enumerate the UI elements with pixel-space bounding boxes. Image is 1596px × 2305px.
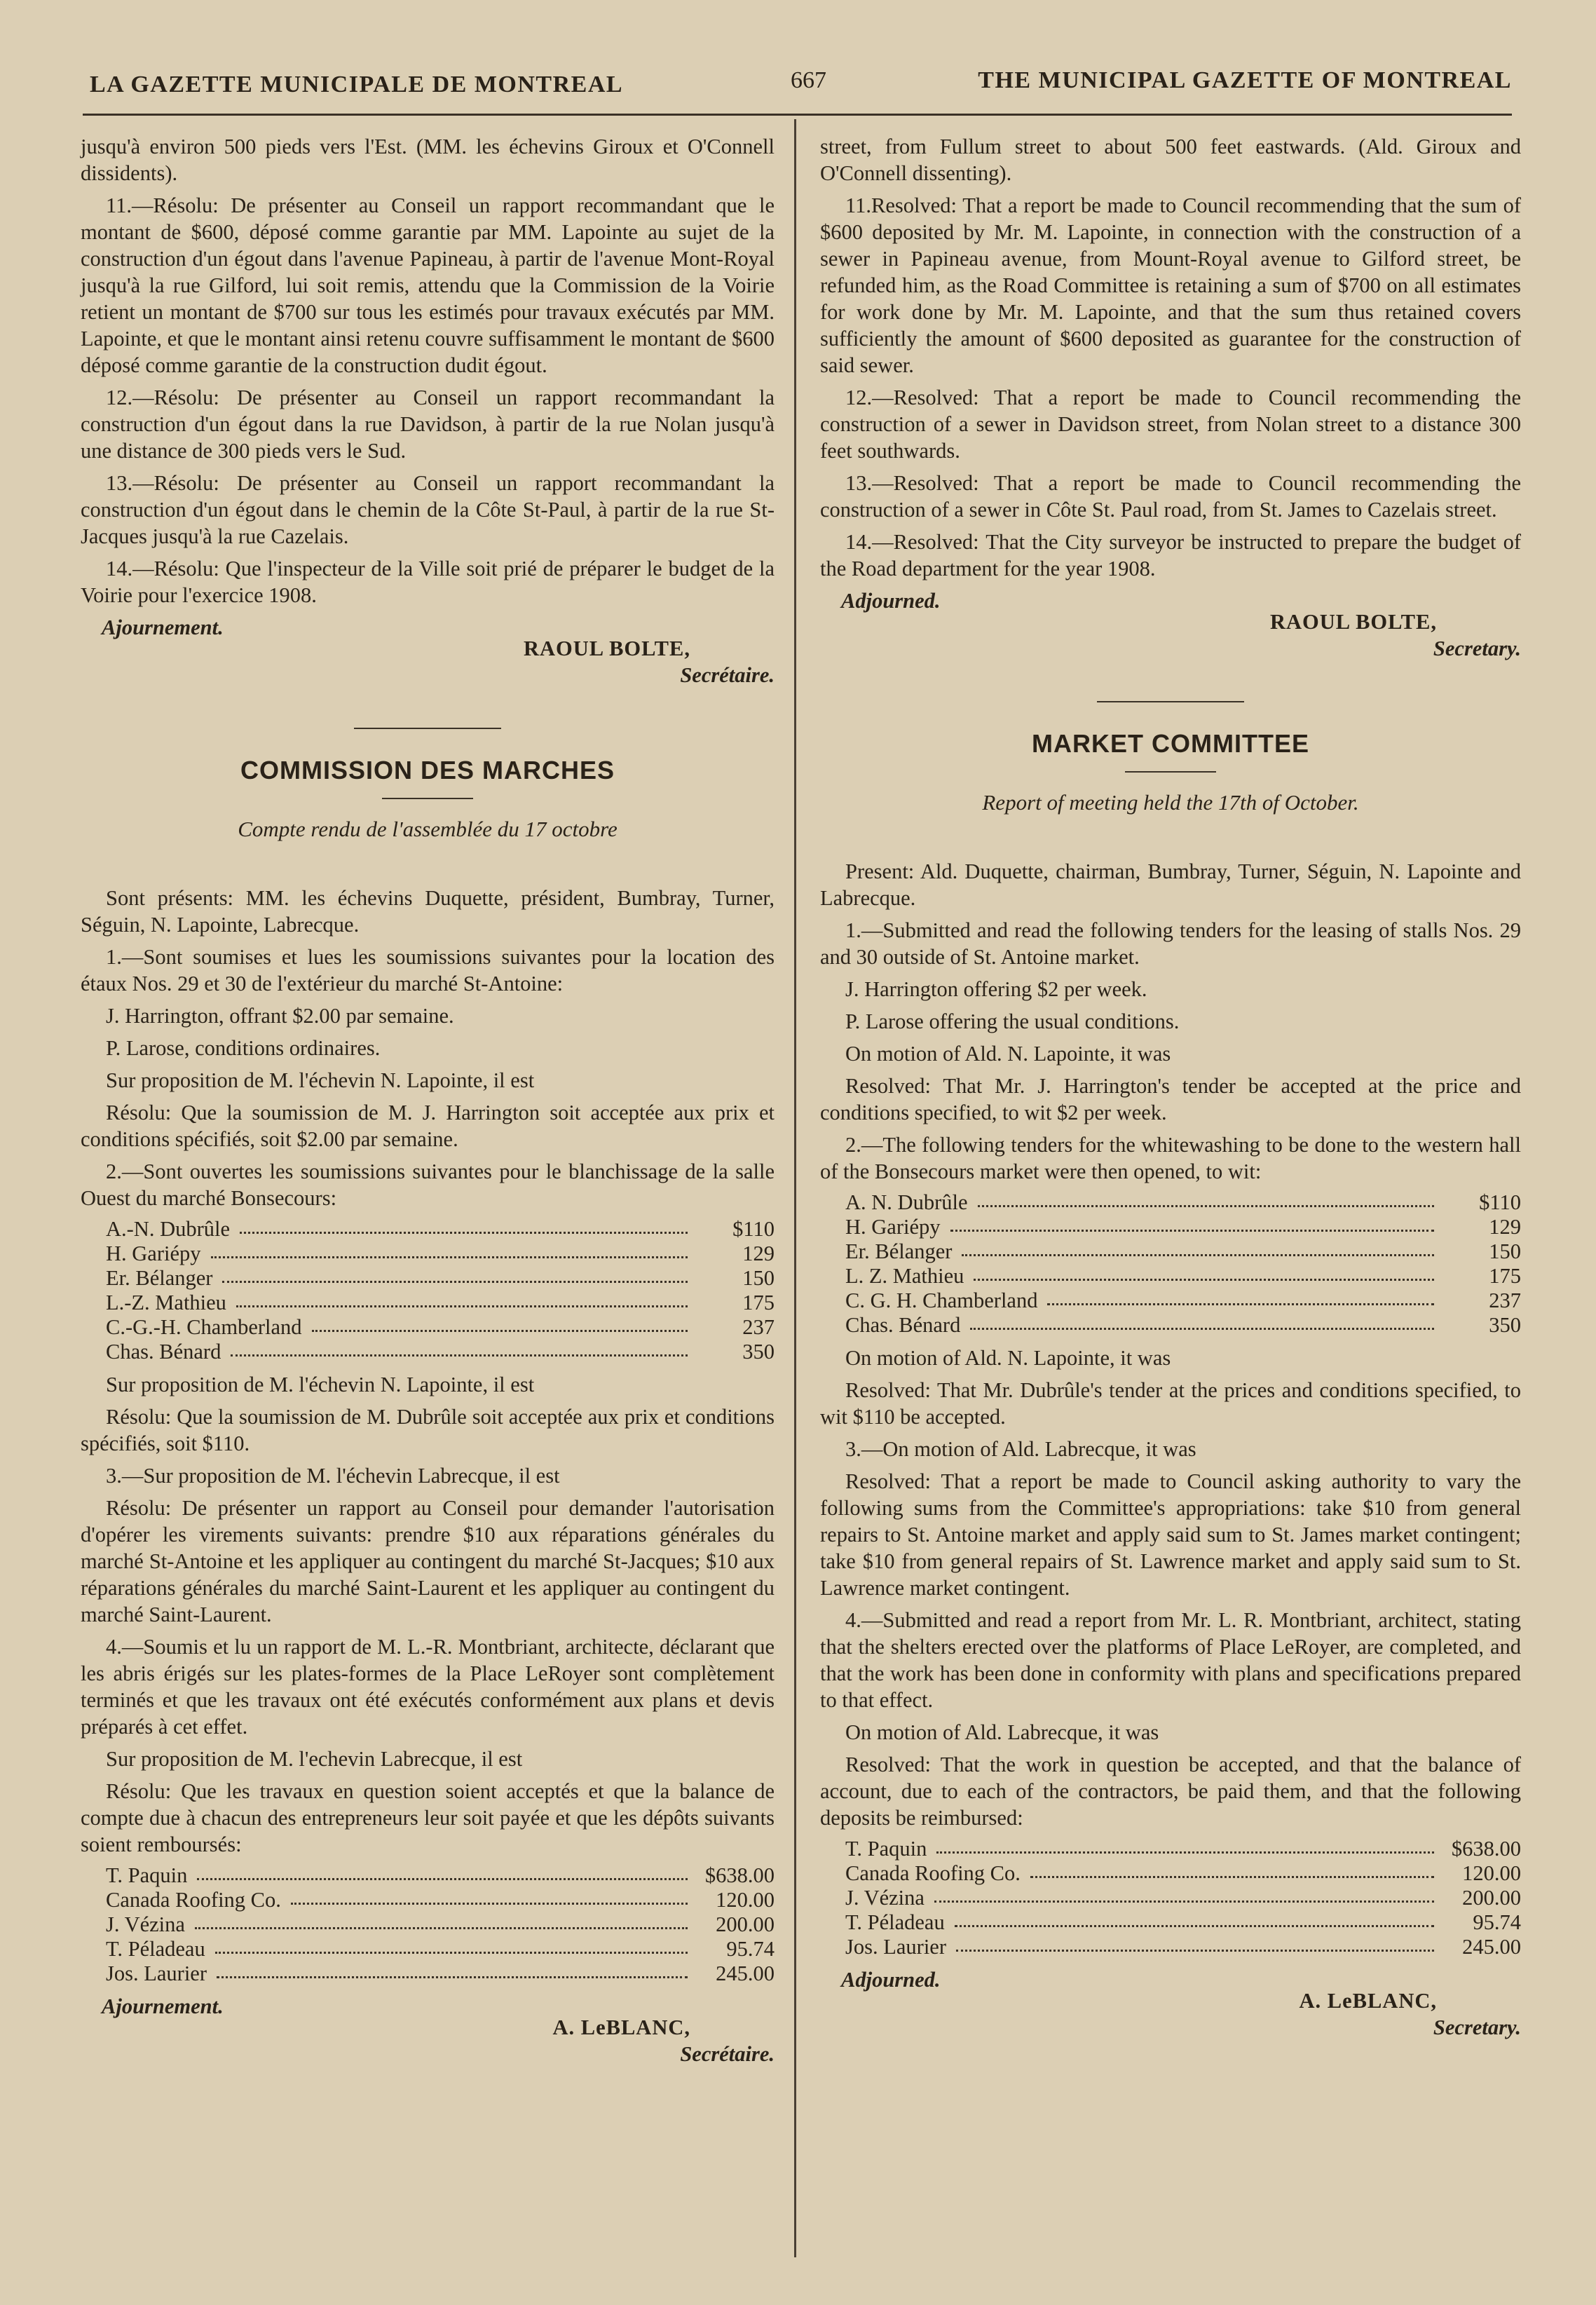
paragraph: On motion of Ald. Labrecque, it was: [845, 1720, 1159, 1744]
deposit-name: Canada Roofing Co.: [106, 1888, 281, 1912]
section-title: COMMISSION DES MARCHES: [240, 756, 615, 784]
page-number: 667: [791, 67, 826, 93]
signatory-name: A. LeBLANC,: [552, 2015, 690, 2039]
tender-row: [81, 1242, 775, 1266]
tender-amount: 237: [1489, 1289, 1521, 1312]
tender-name: L.-Z. Mathieu: [106, 1291, 226, 1314]
tender-row: [820, 1264, 1521, 1289]
deposit-amount: 120.00: [1462, 1861, 1521, 1885]
tender-name: Er. Bélanger: [106, 1266, 213, 1290]
paragraph: 3.—On motion of Ald. Labrecque, it was: [845, 1437, 1196, 1461]
tender-row: [81, 1340, 775, 1364]
tender-amount: 150: [1489, 1239, 1521, 1263]
deposit-list: [81, 1863, 775, 1986]
header-title-english: THE MUNICIPAL GAZETTE OF MONTREAL: [978, 67, 1512, 93]
paragraph: J. Harrington, offrant $2.00 par semaine.: [106, 1004, 454, 1028]
paragraph: 1.—Sont soumises et lues les soumissions suivantes pour la location des étaux Nos. 29 et 30 de l'extérieur du marché St-Antoine:: [81, 945, 775, 995]
paragraph: 1.—Submitted and read the following tenders for the leasing of stalls Nos. 29 and 30 outside of St. Antoine market.: [820, 918, 1521, 969]
header-title-french: LA GAZETTE MUNICIPALE DE MONTREAL: [90, 72, 624, 97]
tender-amount: 175: [1489, 1264, 1521, 1288]
tender-name: A.-N. Dubrûle: [106, 1217, 231, 1241]
tender-amount: 150: [742, 1266, 775, 1290]
deposit-name: Canada Roofing Co.: [845, 1861, 1021, 1885]
english-column: [820, 133, 1521, 2039]
tender-name: A. N. Dubrûle: [845, 1190, 968, 1214]
signatory-role: Secrétaire.: [680, 2042, 775, 2066]
tender-row: [81, 1266, 775, 1291]
signatory-name: RAOUL BOLTE,: [1269, 610, 1437, 634]
paragraph: 3.—Sur proposition de M. l'échevin Labrecque, il est: [106, 1464, 560, 1488]
section-divider: [1097, 701, 1244, 702]
signature-block: [820, 1966, 1521, 2039]
paragraph: Resolved: That the work in question be accepted, and that the balance of account, due to each of the contractors, be paid them, and that the following deposits be reimbursed:: [820, 1753, 1521, 1830]
deposit-name: T. Péladeau: [845, 1910, 945, 1934]
deposit-row: [820, 1886, 1521, 1910]
paragraph: Sur proposition de M. l'echevin Labrecque, il est: [106, 1747, 523, 1771]
paragraph: 14.—Resolved: That the City surveyor be instructed to prepare the budget of the Road department for the year 1908.: [820, 530, 1521, 580]
paragraph: 12.—Résolu: De présenter au Conseil un rapport recommandant la construction d'un égout dans la rue Davidson, à partir de la rue Nolan jusqu'à une distance de 300 pieds vers le Sud.: [81, 386, 775, 463]
paragraph: On motion of Ald. N. Lapointe, it was: [845, 1042, 1171, 1066]
page-header: [83, 64, 1512, 116]
signatory-role: Secretary.: [1433, 2015, 1521, 2039]
deposit-row: [81, 1912, 775, 1937]
deposit-row: [820, 1910, 1521, 1935]
deposit-amount: 200.00: [1462, 1886, 1521, 1910]
tender-row: [820, 1289, 1521, 1313]
paragraph: Résolu: Que la soumission de M. J. Harrington soit acceptée aux prix et conditions spécifiés, soit $2.00 par semaine.: [81, 1101, 775, 1151]
section-subtitle: Report of meeting held the 17th of October.: [982, 790, 1359, 815]
signatory-name: RAOUL BOLTE,: [523, 637, 690, 660]
adjournment-note: Ajournement.: [102, 616, 224, 639]
deposit-amount: $638.00: [704, 1863, 775, 1887]
french-column: [81, 133, 775, 2066]
paragraph: Résolu: Que la soumission de M. Dubrûle soit acceptée aux prix et conditions spécifiés, soit $110.: [81, 1405, 775, 1455]
tender-name: Er. Bélanger: [845, 1239, 953, 1263]
signature-block: [81, 1993, 775, 2066]
deposit-row: [81, 1961, 775, 1986]
paragraph: Resolved: That Mr. J. Harrington's tender be accepted at the price and conditions specified, to wit $2 per week.: [820, 1074, 1521, 1124]
tender-name: C. G. H. Chamberland: [845, 1289, 1038, 1312]
tender-name: H. Gariépy: [845, 1215, 941, 1239]
tender-amount: 237: [742, 1315, 775, 1339]
tender-name: H. Gariépy: [106, 1242, 201, 1265]
paragraph: J. Harrington offering $2 per week.: [845, 977, 1147, 1001]
adjournment-note: Adjourned.: [841, 1968, 941, 1992]
tender-amount: $110: [732, 1217, 775, 1241]
paragraph: 14.—Résolu: Que l'inspecteur de la Ville soit prié de préparer le budget de la Voirie pour l'exercice 1908.: [81, 557, 775, 607]
paragraph: Sont présents: MM. les échevins Duquette, président, Bumbray, Turner, Séguin, N. Lapointe, Labrecque.: [81, 886, 775, 937]
deposit-row: [81, 1937, 775, 1961]
paragraph: 2.—Sont ouvertes les soumissions suivantes pour le blanchissage de la salle Ouest du marché Bonsecours:: [81, 1160, 775, 1210]
tender-name: L. Z. Mathieu: [845, 1264, 964, 1288]
paragraph: 4.—Submitted and read a report from Mr. L. R. Montbriant, architect, stating that the shelters erected over the platforms of Place LeRoyer, are completed, and that the work has been done in conformity with plans and specifications prepared to that effect.: [820, 1608, 1521, 1712]
deposit-row: [81, 1863, 775, 1888]
adjournment-note: Adjourned.: [841, 589, 941, 613]
deposit-name: T. Péladeau: [106, 1937, 205, 1961]
paragraph: Sur proposition de M. l'échevin N. Lapointe, il est: [106, 1373, 535, 1396]
tender-amount: 129: [1489, 1215, 1521, 1239]
deposit-name: Jos. Laurier: [106, 1961, 207, 1985]
paragraph: jusqu'à environ 500 pieds vers l'Est. (MM. les échevins Giroux et O'Connell dissidents).: [81, 135, 775, 185]
tender-amount: 350: [742, 1340, 775, 1364]
deposit-name: T. Paquin: [106, 1863, 188, 1887]
paragraph: street, from Fullum street to about 500 feet eastwards. (Ald. Giroux and O'Connell dissenting).: [820, 135, 1521, 185]
tender-row: [81, 1217, 775, 1242]
paragraph: Resolved: That a report be made to Council asking authority to vary the following sums from the Committee's appropriations: take $10 from general repairs to St. Antoine market and apply said sum to St. James market contingent; take $10 from general repairs of St. Lawrence market and apply said sum to St. Lawrence market contingent.: [820, 1469, 1521, 1600]
deposit-name: T. Paquin: [845, 1837, 927, 1861]
deposit-amount: 95.74: [1473, 1910, 1521, 1934]
deposit-amount: 120.00: [716, 1888, 775, 1912]
tender-row: [820, 1215, 1521, 1239]
title-divider: [1125, 771, 1216, 773]
deposit-amount: 245.00: [1462, 1935, 1521, 1959]
tender-row: [820, 1190, 1521, 1215]
deposit-amount: 245.00: [716, 1961, 775, 1985]
deposit-list: [820, 1837, 1521, 1959]
deposit-row: [820, 1861, 1521, 1886]
tender-amount: $110: [1479, 1190, 1521, 1214]
deposit-amount: $638.00: [1451, 1837, 1521, 1861]
paragraph: Sur proposition de M. l'échevin N. Lapointe, il est: [106, 1068, 535, 1092]
tender-amount: 350: [1489, 1313, 1521, 1337]
paragraph: Present: Ald. Duquette, chairman, Bumbray, Turner, Séguin, N. Lapointe and Labrecque.: [820, 859, 1521, 910]
tender-amount: 175: [742, 1291, 775, 1314]
tender-name: Chas. Bénard: [845, 1313, 961, 1337]
paragraph: Résolu: Que les travaux en question soient acceptés et que la balance de compte due à chacun des entrepreneurs leur soit payée et que les dépôts suivants soient remboursés:: [81, 1779, 775, 1856]
deposit-row: [81, 1888, 775, 1912]
title-divider: [382, 798, 473, 799]
section-subtitle: Compte rendu de l'assemblée du 17 octobre: [238, 817, 618, 841]
deposit-name: Jos. Laurier: [845, 1935, 946, 1959]
deposit-row: [820, 1837, 1521, 1861]
paragraph: 11.Resolved: That a report be made to Council recommending that the sum of $600 deposited by Mr. M. Lapointe, in connection with the construction of a sewer in Papineau avenue, from Mount-Royal avenue to Gilford street, be refunded him, as the Road Committee is retaining a sum of $700 on all estimates for work done by Mr. M. Lapointe, and that the sum thus retained covers sufficiently the amount of $600 deposited as guarantee for the construction of said sewer.: [820, 193, 1521, 377]
signatory-name: A. LeBLANC,: [1299, 1989, 1437, 2013]
paragraph: On motion of Ald. N. Lapointe, it was: [845, 1346, 1171, 1370]
tender-list: [820, 1190, 1521, 1338]
tender-amount: 129: [742, 1242, 775, 1265]
signatory-role: Secrétaire.: [680, 663, 775, 687]
paragraph: 11.—Résolu: De présenter au Conseil un rapport recommandant que le montant de $600, déposé comme garantie par MM. Lapointe au sujet de la construction d'un égout dans l'avenue Papineau, à partir de l'avenue Mont-Royal jusqu'à la rue Gilford, lui soit remis, attendu que la Commission de la Voirie retient un montant de $700 sur tous les estimés pour travaux exécutés par MM. Lapointe, et que le montant ainsi retenu couvre suffisamment le montant de $600 déposé comme garantie de la construction dudit égout.: [81, 193, 775, 377]
paragraph: 12.—Resolved: That a report be made to Council recommending the construction of a sewer in Davidson street, from Nolan street to a distance 300 feet southwards.: [820, 386, 1521, 463]
signature-block: [81, 614, 775, 687]
adjournment-note: Ajournement.: [102, 1994, 224, 2018]
column-divider: [794, 119, 796, 2257]
paragraph: 13.—Résolu: De présenter au Conseil un rapport recommandant la construction d'un égout dans le chemin de la Côte St-Paul, à partir de la rue St-Jacques jusqu'à la rue Cazelais.: [81, 471, 775, 548]
paragraph: 4.—Soumis et lu un rapport de M. L.-R. Montbriant, architecte, déclarant que les abris érigés sur les plates-formes de la Place LeRoyer sont complètement terminés et que les travaux ont été exécutés conformément aux plans et devis préparés à cet effet.: [81, 1635, 775, 1739]
tender-name: C.-G.-H. Chamberland: [106, 1315, 302, 1339]
deposit-name: J. Vézina: [845, 1886, 925, 1910]
tender-name: Chas. Bénard: [106, 1340, 221, 1364]
paragraph: Resolved: That Mr. Dubrûle's tender at the prices and conditions specified, to wit $110 be accepted.: [820, 1378, 1521, 1429]
section-title: MARKET COMMITTEE: [1032, 729, 1309, 758]
deposit-amount: 200.00: [716, 1912, 775, 1936]
paragraph: 13.—Resolved: That a report be made to Council recommending the construction of a sewer in Côte St. Paul road, from St. James to Cazelais street.: [820, 471, 1521, 522]
tender-row: [81, 1291, 775, 1315]
tender-row: [81, 1315, 775, 1340]
tender-list: [81, 1217, 775, 1364]
tender-row: [820, 1313, 1521, 1338]
paragraph: Résolu: De présenter un rapport au Conseil pour demander l'autorisation d'opérer les virements suivants: prendre $10 aux réparations générales du marché St-Antoine et les appliquer au contingent du marché St-Jacques; $10 aux réparations générales du marché Saint-Laurent et les appliquer au contingent du marché Saint-Laurent.: [81, 1496, 775, 1626]
signatory-role: Secretary.: [1433, 637, 1521, 660]
section-divider: [354, 728, 501, 729]
paragraph: 2.—The following tenders for the whitewashing to be done to the western hall of the Bonsecours market were then opened, to wit:: [820, 1133, 1521, 1183]
paragraph: P. Larose offering the usual conditions.: [845, 1009, 1180, 1033]
deposit-amount: 95.74: [726, 1937, 775, 1961]
tender-row: [820, 1239, 1521, 1264]
signature-block: [820, 587, 1521, 660]
deposit-name: J. Vézina: [106, 1912, 185, 1936]
paragraph: P. Larose, conditions ordinaires.: [106, 1036, 381, 1060]
deposit-row: [820, 1935, 1521, 1959]
